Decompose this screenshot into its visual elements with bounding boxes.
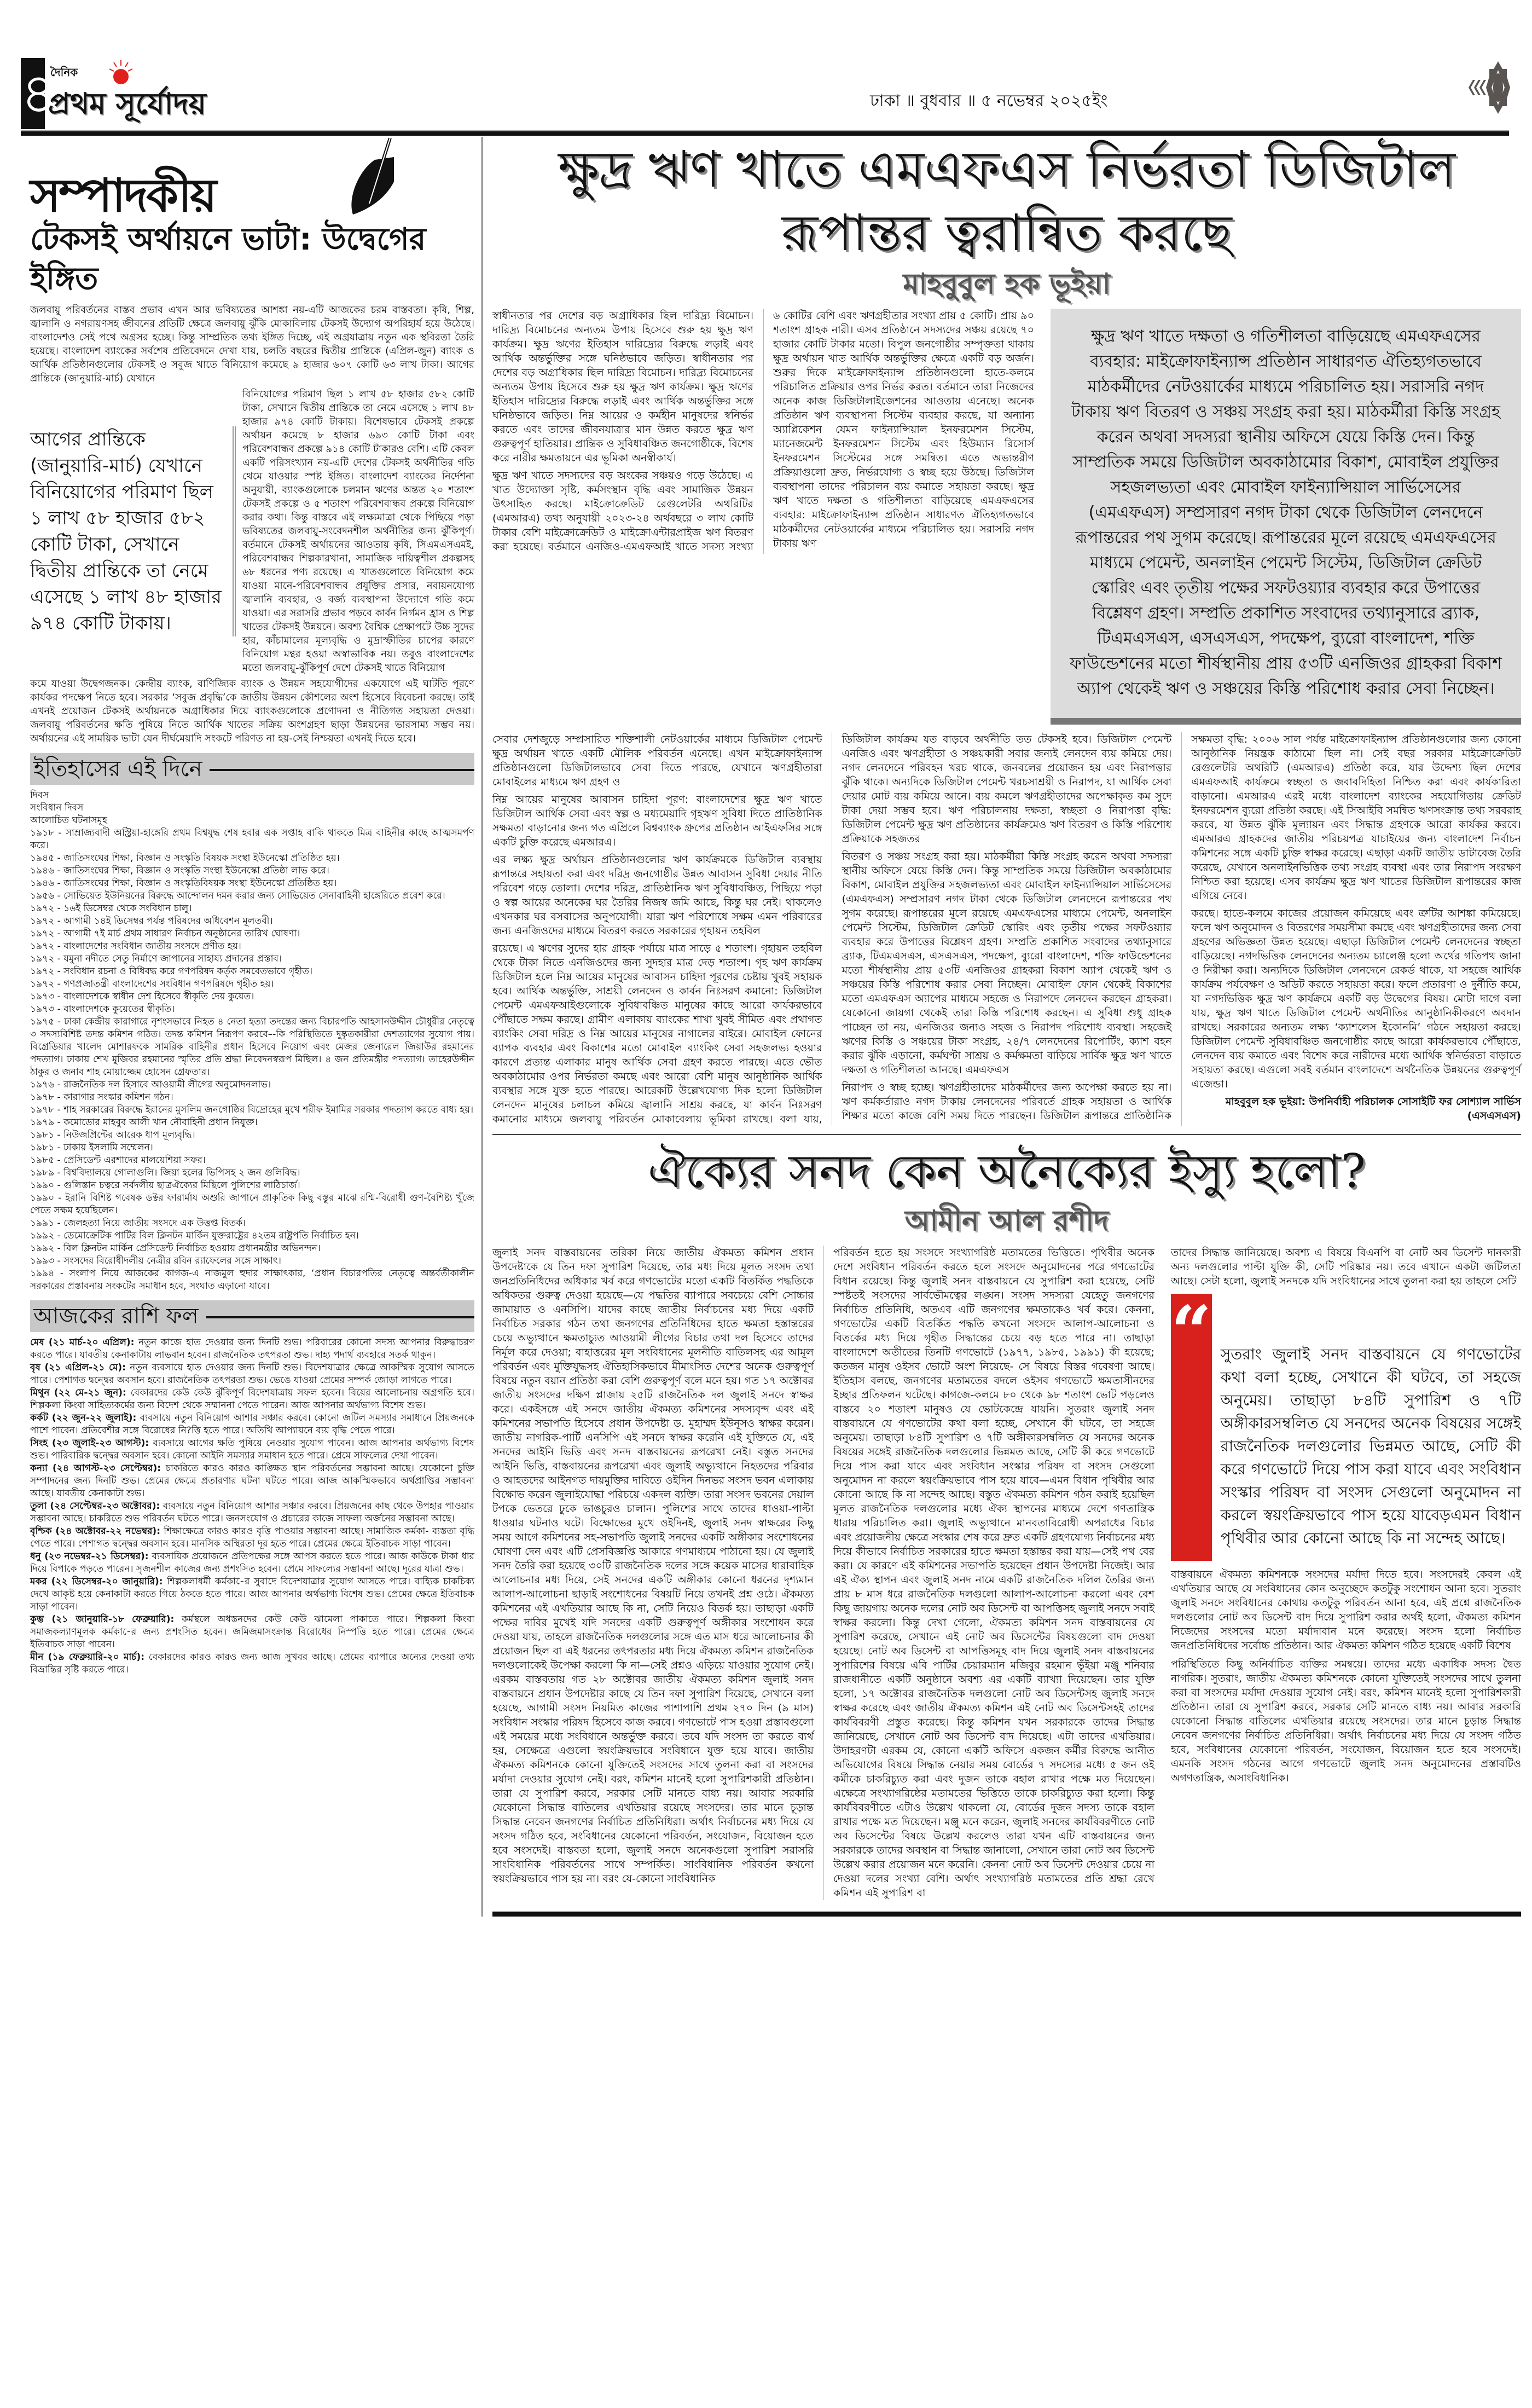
horoscope-item [30, 1651, 474, 1676]
newspaper-logo[interactable] [48, 59, 206, 125]
article-paragraph: বিতরণ ও সঞ্চয় সংগ্রহ করা হয়। মাঠকর্মীরা কিস্তি সংগ্রহ করেন অথবা সদস্যরা স্থানীয় অফিসে যেয়ে কিস্তি দেন। কিন্তু সাম্প্রতিক সময়ে ডিজিটাল অবকাঠামোর বিকাশ, মোবাইল প্রযুক্তির সহজলভ্যতা এবং মোবাইল ফাইন্যান্সিয়াল সার্ভিসেসের (এমএফএস) সম্প্রসারণ নগদ টাকা থেকে ডিজিটাল লেনদেনে রূপান্তরের পথ সুগম করেছে। রূপান্তরের মূলে রয়েছে এমএফএসের মাধ্যমে পেমেন্ট, অনলাইন পেমেন্ট সিস্টেম, ডিজিটাল ক্রেডিট স্কোরিং এবং তৃতীয় পক্ষের সফটওয়্যার ব্যবহার করে উপাত্তের বিশ্লেষণ গ্রহণ। সম্প্রতি প্রকাশিত সংবাদের তথ্যানুসারে ব্র্যাক, টিএমএসএস, এসএসএস, পদক্ষেপ, ব্যুরো বাংলাদেশ, শক্তি ফাউন্ডেশনের মতো শীর্ষস্থানীয় প্রায় ৫৩টি এনজিওর গ্রাহকরা বিকাশ অ্যাপ থেকেই ঋণ ও সঞ্চয়ের কিস্তি পরিশোধ করার সেবা নিচ্ছেন। মোবাইল ফোন থেকেই বিকাশের মতো এমএফএস অ্যাপের মাধ্যমে সহজে ও নিরাপদে লেনদেন করছেন গ্রাহকরা। যেকোনো জায়গা থেকেই তারা কিস্তি পরিশোধ করছেন। এ সুবিধা শুধু গ্রাহক পাচ্ছেন তা নয়, এনজিওর জন্যও সহজ ও নিরাপদ পরিশোধ ব্যবস্থা। সহজেই ঋণের কিস্তি ও সঞ্চয়ের টাকা সংগ্রহ, ২৪/৭ লেনদেনের রিপোর্টিং, ক্যাশ বহন করার ঝুঁকি এড়ানো, কর্মঘণ্টা সাশ্রয় ও কর্মক্ষমতা বাড়িয়ে সার্বিক ক্ষুদ্র ঋণ খাতে দক্ষতা ও গতিশীলতা আনছে। এমএফএস [842, 850, 1172, 1076]
article-paragraph: এর লক্ষ্য ক্ষুদ্র অর্থায়ন প্রতিষ্ঠানগুলোর ঋণ কার্যক্রমকে ডিজিটাল ব্যবস্থায় রূপান্তরে সহায়তা করা এবং দরিদ্র জনগোষ্ঠীর উন্নত আবাসন সুবিধা দেয়ার নীতি পরিবেশ গড়ে তোলা। দেশের দরিদ্র, প্রাতিষ্ঠানিক ঋণ সুবিধাবঞ্চিত, পিছিয়ে পড়া ও স্বল্প আয়ের অনেকের ঘর তৈরির নিজস্ব জমি আছে, কিন্তু ঘর নেই। থাকলেও এখনকার ঘর বসবাসের অনুপযোগী। যারা ঋণ পরিশোধে সক্ষম এমন পরিবারের জন্য এনজিওদের মাধ্যমে বিতরণ করতে সরকারের গৃহায়ন তহবিল [492, 854, 822, 937]
quote-mark-icon: “ [1171, 1294, 1212, 1561]
history-intro-line: দিবস [30, 790, 49, 801]
history-item: ১৯৮১ - নিউজপ্রিন্টের আরেক ধাপ মূল্যবৃদ্ধি। [30, 1130, 195, 1141]
article-paragraph: পরিস্থিতিতে কিছু অনির্বাচিত ব্যক্তির সমন্বয়ে। তাদের মধ্যে একাধিক সদস্য দ্বৈত নাগরিক। সুতরাং, জাতীয় ঐকমত্য কমিশনকে কোনো যুক্তিতেই সংসদের সাথে তুলনা করা বা সংসদের মর্যাদা দেওয়ার সুযোগ নেই। বরং, কমিশন মানেই হলো সুপারিশকারী প্রতিষ্ঠান। তারা যে সুপারিশ করবে, সরকার সেটি মানতে বাধ্য নয়। আবার সরকারি যেকোনো সিদ্ধান্ত বাতিলের এখতিয়ার রয়েছে সংসদের। তার মানে চূড়ান্ত সিদ্ধান্ত নেবেন জনগণের নির্বাচিত প্রতিনিধিরা। অর্থাৎ নির্বাচনের মধ্য দিয়ে যে সংসদ গঠিত হবে, সংবিধানের যেকোনো পরিবর্তন, সংযোজন, বিয়োজন হতে হবে সংসদেই। এমনকি সংসদ গঠনের আগে গণভোটে জুলাই সনদ অনুমোদনের প্রস্তাবটিও অগণতান্ত্রিক, অসাংবিধানিক। [1171, 1658, 1521, 1784]
editorial-pull-quote: আগের প্রান্তিকে (জানুয়ারি-মার্চ) যেখানে বিনিয়োগের পরিমাণ ছিল ১ লাখ ৫৮ হাজার ৫৮২ কোটি টাকা, সেখানে দ্বিতীয় প্রান্তিকে তা নেমে এসেছে ১ লাখ ৪৮ হাজার ৯৭৪ কোটি টাকায়। [30, 426, 236, 636]
horoscope-item [30, 1550, 474, 1576]
horoscope-text: ব্যবসায়িক প্রয়োজনে প্রতিপক্ষের সঙ্গে আপস করতে হতে পারে। আজ কাউকে টাকা ধার দিয়ে বিপাকে পড়তে পারেন। সৃজনশীল কাজের জন্য প্রশংসিত হবেন। প্রেমে সাফল্যের সম্ভাবনা আছে। দূরের যাত্রা শুভ। [30, 1551, 474, 1575]
zodiac-sign: সিংহ (২৩ জুলাই-২৩ আগস্ট): [30, 1438, 149, 1449]
history-item: ১৯৭২ - বাংলাদেশের সংবিধান জাতীয় সংসদে প্রণীত হয়। [30, 941, 241, 952]
history-item: ১৯৭৮ - কারাগার সংস্কার কমিশন গঠন। [30, 1092, 173, 1103]
history-item: ১৯৪৬ - জাতিসংঘের শিক্ষা, বিজ্ঞান ও সংস্কৃতি সংস্থা ইউনেস্কো প্রতিষ্ঠা লাভ করে। [30, 865, 329, 876]
history-intro-line: আলোচিত ঘটনাসমূহ [30, 815, 107, 826]
history-item: ১৯৮৯ - বিশ্ববিদ্যালয়ে গোলাগুলি। জিয়া হলের ভিপিসহ ২ জন গুলিবিদ্ধ। [30, 1167, 300, 1178]
horoscope-item [30, 1362, 474, 1387]
article2-byline: আমীন আল রশীদ [904, 1205, 1109, 1237]
history-item: ১৯৯২ - বিল ক্লিনটন মার্কিন প্রেসিডেন্ট নির্বাচিত হওয়ায় প্রধানমন্ত্রীর অভিনন্দন। [30, 1243, 321, 1254]
zodiac-sign: কর্কট (২২ জুন-২২ জুলাই): [30, 1413, 137, 1423]
horoscope-text: চাকরিতে কারও কারও কাঙ্ক্ষিত স্থান পরিবর্তনের সম্ভাবনা আছে। যেকোনো চুক্তি সম্পাদনের জন্য দিনটি শুভ। প্রেমের ক্ষেত্রে প্রতারণার ঘটনা ঘটতে পারে। আজ আকস্মিকভাবে অর্থপ্রাপ্তির সম্ভাবনা আছে। যাবতীয় কেনাকাটা শুভ। [30, 1463, 474, 1499]
logo-daily: দৈনিক [50, 66, 78, 79]
section-divider [492, 1134, 1521, 1135]
history-item: ১৯৮৫ - প্রেসিডেন্ট এরশাদের মালয়েশিয়া সফর। [30, 1155, 206, 1166]
history-item: ১৯৭৩ - বাংলাদেশকে কুয়েতের স্বীকৃতি। [30, 1004, 175, 1015]
history-item: ১৯৭২ - আগামী ১৪ই ডিসেম্বর পর্যন্ত পরিষদের অধিবেশন মূলতবী। [30, 916, 273, 927]
left-column [30, 138, 474, 1676]
column-divider [481, 137, 483, 1917]
article-paragraph: বাস্তবায়নে ঐকমত্য কমিশনকে সংসদের মর্যাদা দিতে হবে। সংসদেরই কেবল এই এখতিয়ার আছে যে সংবিধানের কোন অনুচ্ছেদে কতটুকু সংশোধন আনা হবে। সুতরাং জুলাই সনদে সংবিধানের কোথায় কতটুকু পরিবর্তন আনা হবে, এই প্রশ্নে রাজনৈতিক দলগুলোর নোট অব ডিসেন্ট বাদ দিয়ে সুপারিশ করার অর্থই হলো, ঐকমত্য কমিশন নিজেদের সংসদের মতো মর্যাদাবান মনে করেছে। সংসদ হলো নির্বাচিত জনপ্রতিনিধিদের সর্বোচ্চ প্রতিষ্ঠান। আর ঐকমত্য কমিশন গঠিত হয়েছে একটি বিশেষ [1171, 1568, 1521, 1652]
article-paragraph: জুলাই সনদ বাস্তবায়নের তরিকা নিয়ে জাতীয় ঐকমত্য কমিশন প্রধান উপদেষ্টাকে যে তিন দফা সুপারিশ দিয়েছে, তার মধ্য দিয়ে মূলত সংসদ তথা জনপ্রতিনিধিদের অধিকার খর্ব করে গণভোটের মতো একটি বিতর্কিত পদ্ধতিকে অধিকতর গুরুত্ব দেওয়া হয়েছে—যে পদ্ধতির ব্যাপারে সবচেয়ে বেশি সোচ্চার জামায়াত ও এনসিপি। যাদের কাছে জাতীয় নির্বাচনের মধ্য দিয়ে একটি নির্বাচিত সরকার গঠন তথা জনগণের প্রতিনিধিদের হাতে ক্ষমতা হস্তান্তরের চেয়ে অভ্যুত্থানে ক্ষমতাচ্যুত আওয়ামী লীগের বিচার তথা দল হিসেবে তাদের নির্মূল করে দেওয়া; বাহাত্তরের মূল সংবিধানের মূলনীতি বাতিলসহ এর আমূল পরিবর্তন এবং মুক্তিযুদ্ধসহ ঐতিহাসিকভাবে মীমাংসিত দেশের অনেক গুরুত্বপূর্ণ বিষয়ে নতুন বয়ান প্রতিষ্ঠা করা বেশি গুরুত্বপূর্ণ বলে মনে হয়। গত ১৭ অক্টোবর জাতীয় সংসদের দক্ষিণ প্লাজায় ২৫টি রাজনৈতিক দল জুলাই সনদে স্বাক্ষর করে। একইসঙ্গে এই সনদে জাতীয় ঐকমত্য কমিশনের সদস্যবৃন্দ এবং এই কমিশনের সভাপতি হিসেবে প্রধান উপদেষ্টা ড. মুহাম্মদ ইউনূসও স্বাক্ষর করেন। জাতীয় নাগরিক-পার্টি এনসিপি এই সনদে স্বাক্ষর করেনি এই যুক্তিতে যে, এই সনদের আইনি ভিত্তি এবং সনদ বাস্তবায়নের রূপরেখা নেই। বস্তুত সনদের আইনি ভিত্তি, বাস্তবায়নের রূপরেখা এবং জুলাই অভ্যুত্থানে নিহতদের পরিবার ও আহতদের আইনগত দায়মুক্তির দাবিতে ওইদিন দিনভর সংসদ ভবন এলাকায় বিক্ষোভ করেন জুলাইযোদ্ধা পরিচয়ে একদল ব্যক্তি। তারা সংসদ ভবনের দেয়াল টপকে ভেতরে ঢুকে ভাঙচুরও চালান। পুলিশের সাথে তাদের ধাওয়া-পাল্টা ধাওয়ার ঘটনাও ঘটে। বিক্ষোভের মুখে ওইদিনই, জুলাই সনদ স্বাক্ষরের কিছু সময় আগে কমিশনের সহ-সভাপতি জুলাই সনদের একটি অঙ্গীকার সংশোধনের ঘোষণা দেন এবং এটি প্রেসবিজ্ঞপ্তি আকারে গণমাধ্যমে পাঠানো হয়। যে জুলাই সনদ তৈরি করা হয়েছে ৩০টি রাজনৈতিক দলের সঙ্গে কয়েক মাসের ধারাবাহিক আলোচনার মধ্য দিয়ে, সেই সনদের একটি অঙ্গীকার কোনো ধরনের দৃশ্যমান আলাপ-আলোচনা ছাড়াই সংশোধনের বিষয়টি নিয়ে তখনই প্রশ্ন ওঠে। ঐকমত্য কমিশনের এই এখতিয়ার আছে কি না, সেটি নিয়েও বিতর্ক হয়। তাছাড়া একটি পক্ষের দাবির মুখেই যদি সনদের একটি গুরুত্বপূর্ণ অঙ্গীকার সংশোধন করে দেওয়া যায়, তাহলে রাজনৈতিক দলগুলোর সঙ্গে এত মাস ধরে আলোচনার কী প্রয়োজন ছিল বা এই ধরনের তৎপরতার মধ্য দিয়ে ঐকমত্য কমিশন রাজনৈতিক দলগুলোকেই উপেক্ষা করলো কি না—সেই প্রশ্নও এড়িয়ে যাওয়ার সুযোগ নেই। এরকম বাস্তবতায় গত ২৮ অক্টোবর জাতীয় ঐকমত্য কমিশন জুলাই সনদ বাস্তবায়নে প্রধান উপদেষ্টার কাছে যে তিন দফা সুপারিশ দিয়েছে, সেখানে বলা হয়েছে, আগামী সংসদ নিয়মিত কাজের পাশাপাশি প্রথম ২৭০ দিন (৯ মাস) সংবিধান সংস্কার পরিষদ হিসেবে কাজ করবে। গণভোটে পাস হওয়া প্রস্তাবগুলো এই সময়ের মধ্যে সংবিধানে অন্তর্ভুক্ত করবে। তবে যদি সংসদ তা করতে ব্যর্থ হয়, সেক্ষেত্রে এগুলো স্বয়ংক্রিয়ভাবে সংবিধানে যুক্ত হয়ে যাবে। জাতীয় ঐকমত্য কমিশনকে কোনো যুক্তিতেই সংসদের সাথে তুলনা করা বা সংসদের মর্যাদা দেওয়ার সুযোগ নেই। বরং, কমিশন মানেই হলো সুপারিশকারী প্রতিষ্ঠান। তারা যে সুপারিশ করবে, সরকার সেটি মানতে বাধ্য নয়। আবার সরকারি যেকোনো সিদ্ধান্ত বাতিলের এখতিয়ার রয়েছে সংসদের। তার মানে চূড়ান্ত সিদ্ধান্ত নেবেন জনগণের নির্বাচিত প্রতিনিধিরা। অর্থাৎ নির্বাচনের মধ্য দিয়ে যে সংসদ গঠিত হবে, সংবিধানের যেকোনো পরিবর্তন, সংযোজন, বিয়োজন হতে হবে সংসদেই। বাস্তবতা হলো, জুলাই সনদে অনেকগুলো সুপারিশ সরাসরি সাংবিধানিক পরিবর্তনের সাথে সম্পর্কিত। সাংবিধানিক পরিবর্তন কখনো স্বয়ংক্রিয়ভাবে পাস হয় না। বরং যে-কোনো সাংবিধানিক [492, 1247, 814, 1885]
editorial-side-text: বিনিয়োগের পরিমাণ ছিল ১ লাখ ৫৮ হাজার ৫৮২ কোটি টাকা, সেখানে দ্বিতীয় প্রান্তিকে তা নেমে এসেছে ১ লাখ ৪৮ হাজার ৯৭৪ কোটি টাকায়। বিশেষভাবে টেকসই প্রকল্পে অর্থায়ন কমেছে ৮ হাজার ৬৯৩ কোটি টাকা এবং পরিবেশবান্ধব প্রকল্পে ৯১৪ কোটি টাকারও বেশি। এটি কেবল একটি পরিসংখ্যান নয়-এটি দেশের টেকসই অর্থনীতির গতি থেমে যাওয়ার স্পষ্ট ইঙ্গিত। বাংলাদেশ ব্যাংকের নির্দেশনা অনুযায়ী, ব্যাংকগুলোকে চলমান ঋণের অন্তত ২০ শতাংশ টেকসই প্রকল্পে ও ৫ শতাংশ পরিবেশবান্ধব প্রকল্পে বিনিয়োগ করার কথা। কিন্তু বাস্তবে এই লক্ষ্যমাত্রা থেকে পিছিয়ে পড়া ভবিষ্যতের জলবায়ু-সংবেদনশীল অর্থনীতির জন্য ঝুঁকিপূর্ণ। বর্তমানে টেকসই অর্থায়নের আওতায় কৃষি, সিএমএসএমই, পরিবেশবান্ধব শিল্পকারখানা, সামাজিক দায়িত্বশীল প্রকল্পসহ ৬৮ ধরনের পণ্য রয়েছে। এ খাতগুলোতে বিনিয়োগ কমে যাওয়া মানে-পরিবেশবান্ধব প্রযুক্তির প্রসার, নবায়নযোগ্য জ্বালানি ব্যবহার, ও বর্জ্য ব্যবস্থাপনা উদ্যোগে গতি কমে যাওয়া। এর সরাসরি প্রভাব পড়বে কার্বন নির্গমন হ্রাস ও শিল্প খাতের টেকসই উন্নয়নে। অবশ্য বৈশ্বিক প্রেক্ষাপটে উচ্চ সুদের হার, কাঁচামালের মূল্যবৃদ্ধি ও মুদ্রাস্ফীতির চাপের কারণে বিনিয়োগ মন্থর হওয়া অস্বাভাবিক নয়। তবুও বাংলাদেশের মতো জলবায়ু-ঝুঁকিপূর্ণ দেশে টেকসই খাতে বিনিয়োগ [242, 389, 474, 674]
writing-hand-icon [336, 138, 397, 220]
highlight-text: ক্ষুদ্র ঋণ খাতে দক্ষতা ও গতিশীলতা বাড়িয়েছে এমএফএসের ব্যবহার: মাইক্রোফাইন্যান্স প্রতিষ্ঠান সাধারণত ঐতিহ্যগতভাবে মাঠকর্মীদের নেটওয়ার্কের মাধ্যমে পরিচালিত হয়। সরাসরি নগদ টাকায় ঋণ বিতরণ ও সঞ্চয় সংগ্রহ করা হয়। মাঠকর্মীরা কিস্তি সংগ্রহ করেন অথবা সদস্যরা স্থানীয় অফিসে যেয়ে কিস্তি দেন। কিন্তু সাম্প্রতিক সময়ে ডিজিটাল অবকাঠামোর বিকাশ, মোবাইল প্রযুক্তির সহজলভ্যতা এবং মোবাইল ফাইন্যান্সিয়াল সার্ভিসেসের (এমএফএস) সম্প্রসারণ নগদ টাকা থেকে ডিজিটাল লেনদেনে রূপান্তরের পথ সুগম করেছে। রূপান্তরের মূলে রয়েছে এমএফএসের মাধ্যমে পেমেন্ট, অনলাইন পেমেন্ট সিস্টেম, ডিজিটাল ক্রেডিট স্কোরিং এবং তৃতীয় পক্ষের সফটওয়্যার ব্যবহার করে উপাত্তের বিশ্লেষণ গ্রহণ। সম্প্রতি প্রকাশিত সংবাদের তথ্যানুসারে ব্র্যাক, টিএমএসএস, এসএসএস, পদক্ষেপ, ব্যুরো বাংলাদেশ, শক্তি ফাউন্ডেশনের মতো শীর্ষস্থানীয় প্রায় ৫৩টি এনজিওর গ্রাহকরা বিকাশ অ্যাপ থেকেই ঋণ ও সঞ্চয়ের কিস্তি পরিশোধ করার সেবা নিচ্ছেন। [1070, 327, 1502, 698]
article-paragraph: নিরাপদ ও স্বচ্ছ হচ্ছে। ঋণগ্রহীতাদের মাঠকর্মীদের জন্য অপেক্ষা করতে হয় না। ঋণ কর্মকর্তারাও নগদ টাকায় লেনদেনের পরিবর্তে গ্রাহক সহায়তা ও আর্থিক শিক্ষার মতো কাজে বেশি সময় দিতে পারছেন। ডিজিটাল রূপান্তরে প্রাতিষ্ঠানিক সক্ষমতা বৃদ্ধি: ২০০৬ সাল পর্যন্ত মাইক্রোফাইন্যান্স প্রতিষ্ঠানগুলোর জন্য কোনো আনুষ্ঠানিক নিয়ন্ত্রক কাঠামো ছিল না। সেই বছর সরকার মাইক্রোক্রেডিট রেগুলেটরি অথরিটি (এমআরএ) প্রতিষ্ঠা করে, যার উদ্দেশ্য ছিল দেশের এমএফআই কার্যক্রমে স্বচ্ছতা ও জবাবদিহিতা নিশ্চিত করা এবং কার্যকারিতা বাড়ানো। এমআরএ এরই মধ্যে বাংলাদেশ ব্যাংকের সহযোগিতায় ক্রেডিট ইনফরমেশন ব্যুরো প্রতিষ্ঠা করছে। এই সিআইবি সমন্বিত ঋণসংক্রান্ত তথ্য সরবরাহ করবে, যা উন্নত ঝুঁকি মূল্যায়ন এবং সিদ্ধান্ত গ্রহণকে আরো কার্যকর করবে। এমআরএ গ্রাহকদের জাতীয় পরিচয়পত্র যাচাইয়ের জন্য বাংলাদেশ নির্বাচন কমিশনের সঙ্গে একটি চুক্তি স্বাক্ষর করেছে। এছাড়া একটি জাতীয় ডাটাবেজ তৈরি করেছে, যেখানে অনলাইনভিত্তিক তথ্য সংগ্রহ ব্যবস্থা এবং তার নিরাপদ সংরক্ষণ নিশ্চিত করা হয়েছে। এসব কার্যক্রম ক্ষুদ্র ঋণ খাতের ডিজিটাল রূপান্তরের কাজ এগিয়ে নেবে। [842, 733, 1521, 1122]
horoscope-item [30, 1437, 474, 1462]
horoscope-text: বেকারদের কেউ কেউ ঝুঁকিপূর্ণ বিদেশযাত্রায় সফল হবেন। বিয়ের আলোচনায় অগ্রগতি হবে। শিল্পকলা কিংবা সাহিত্যকর্মের জন্য বিদেশ থেকে সম্মাননা পেতে পারেন। আজ আপনার অর্থভাগ্য বিশেষ শুভ। [30, 1387, 474, 1411]
zodiac-sign: মেষ (২১ মার্চ-২০ এপ্রিল): [30, 1337, 135, 1348]
history-item: ১৯৯০ - ইরানি বিশিষ্ট গবেষক ডক্টর ফারার্মায অশুরি জাপানে প্রাকৃতিক কিছু বস্তুর মাঝে রশ্মি-বিরোধী গুণ-বৈশিষ্ট্য খুঁজে পেতে সক্ষম হয়েছিলেন। [30, 1193, 474, 1216]
horoscope-item [30, 1525, 474, 1550]
article1-author-signature: মাহবুবুল হক ভূইয়া: উপনির্বাহী পরিচালক সোসাইটি ফর সোশ্যাল সার্ভিস (এসএসএস) [1225, 1096, 1521, 1122]
horoscope-item [30, 1336, 474, 1362]
zodiac-sign: বৃষ (২১ এপ্রিল-২১ মে): [30, 1362, 126, 1373]
editorial-label: সম্পাদকীয় [30, 168, 216, 222]
horoscope-text: ব্যবসায়ে নতুন বিনিয়োগ আশার সঞ্চার করবে। প্রিয়জনের কাছ থেকে উপহার পাওয়ার সম্ভাবনা আছে। চাকরিতে শুভ পরিবর্তন ঘটতে পারে। জনসংযোগ ও প্রচারের কাজে সাফল্য অর্জনের সম্ভাবনা আছে। [30, 1501, 474, 1524]
horoscope-item [30, 1576, 474, 1613]
article-paragraph: রয়েছে। এ ঋণের সুদের হার গ্রাহক পর্যায়ে মাত্র সাড়ে ৫ শতাংশ। গৃহায়ন তহবিল থেকে টাকা নিতে এনজিওদের জন্য সুদহার মাত্র দেড় শতাংশ। গৃহ ঋণ কার্যক্রম ডিজিটাল হলে নিম্ন আয়ের মানুষের আবাসন চাহিদা পূরণের চেষ্টায় খুবই সহায়ক হবে। আর্থিক অন্তর্ভুক্তি, সাশ্রয়ী লেনদেন ও কার্বন নিঃসরণ কমানো: ডিজিটাল পেমেন্ট এমএফআইগুলোকে সুবিধাবঞ্চিত মানুষের কাছে আরো কার্যকরভাবে পৌঁছাতে সক্ষম করছে। গ্রামীণ এলাকায় ব্যাংকের শাখা খুবই সীমিত এবং প্রথাগত ব্যাংকিং সেবা দরিদ্র ও নিম্ন আয়ের মানুষের নাগালের বাইরে। মোবাইল ফোনের ব্যাপক ব্যবহার এবং বিকাশের মতো মোবাইল ব্যাংকিং সেবা সহজলভ্য হওয়ার কারণে প্রত্যন্ত এলাকার মানুষ আর্থিক সেবা গ্রহণ করতে পারছে। এতে ভৌত অবকাঠামোর ওপর নির্ভরতা কমছে এবং আরো বেশি মানুষ আনুষ্ঠানিক আর্থিক ব্যবস্থার সঙ্গে যুক্ত হতে পারছে। আরেকটি উল্লেখযোগ্য দিক হলো ডিজিটাল লেনদেন মানুষের চলাচল কমিয়ে জ্বালানি সাশ্রয় করছে, যা কার্বন নিঃসরণ কমানোর মাধ্যমে জলবায়ু পরিবর্তন মোকাবেলায় ভূমিকা রাখছে। বলা যায়, ডিজিটাল কার্যক্রম যত বাড়বে অর্থনীতি তত টেকসই হবে। ডিজিটাল পেমেন্ট এনজিও এবং ঋণগ্রহীতা ও সঞ্চয়কারী সবার জন্যই লেনদেন ব্যয় কমিয়ে দেয়। নগদ লেনদেনে পরিবহন খরচ থাকে, জনবলের প্রয়োজন হয় এবং নিরাপত্তার ঝুঁকি থাকে। অন্যদিকে ডিজিটাল পেমেন্ট খরচসাশ্রয়ী ও নিরাপদ, যা আর্থিক সেবা দেয়ার মোট ব্যয় কমিয়ে আনে। ব্যয় কমলে ঋণগ্রহীতাদের অপেক্ষাকৃত কম সুদে টাকা দেয়া সম্ভব হবে। ঋণ পরিচালনায় দক্ষতা, স্বচ্ছতা ও নিরাপত্তা বৃদ্ধি: ডিজিটাল পেমেন্ট ক্ষুদ্র ঋণ প্রতিষ্ঠানের কার্যক্রমেও ঋণ বিতরণ ও কিস্তি পরিশোধ প্রক্রিয়াকে সহজতর [492, 733, 1172, 1125]
history-intro-line: সংবিধান দিবস [30, 802, 84, 813]
article1-highlight-box [1051, 309, 1521, 725]
logo-name: প্রথম সূর্যোদয় [48, 86, 206, 121]
history-item: ১৯৯১ - জেলহত্যা নিয়ে জাতীয় সংসদে এক উত্তপ্ত বিতর্ক। [30, 1218, 246, 1229]
history-item: ১৯৯৪ - সংলাপ নিয়ে আজকের কাগজ-এ নাজমুল হুদার সাক্ষাৎকার, ‘প্রধান বিচারপতির নেতৃত্বে অন্তর্বর্তীকালীন সরকারের প্রস্তাবনায় সংকটের সমাধান হবে, সংঘাত এড়ানো যাবে। [30, 1268, 474, 1292]
horoscope-text: নতুন কাজে হাত দেওয়ার জন্য দিনটি শুভ। পরিবারের কোনো সদস্য আপনার বিরুদ্ধাচরণ করতে পারে। যাবতীয় কেনাকাটায় লাভবান হবেন। রাজনৈতিক তৎপরতা শুভ। দাহ্য পদার্থ ব্যবহারে সতর্ক থাকুন। [30, 1337, 474, 1361]
zodiac-sign: ধনু (২৩ নভেম্বর-২১ ডিসেম্বর): [30, 1551, 149, 1562]
history-item: ১৯৭২ - যমুনা নদীতে সেতু নির্মাণে জাপানের সাহায্য প্রদানের প্রস্তাব। [30, 953, 282, 964]
horoscope-heading-text: আজকের রাশি ফল [33, 1304, 199, 1329]
horoscope-item [30, 1613, 474, 1651]
history-item: ১৯৮১ - ঢাকায় ইসলামি সম্মেলন। [30, 1142, 153, 1153]
page-number: ৪ [21, 58, 45, 129]
dateline: ঢাকা ॥ বুধবার ॥ ৫ নভেম্বর ২০২৫ইং [870, 91, 1108, 111]
history-item: ১৯৭৩ - বাংলাদেশকে স্বাধীন দেশ হিসেবে স্বীকৃতি দেয় কুয়েত। [30, 991, 254, 1002]
history-section-heading [30, 753, 474, 785]
horoscope-text: নতুন ব্যবসায়ে হাত দেওয়ার জন্য দিনটি শুভ। বিদেশযাত্রার ক্ষেত্রে আকস্মিক সুযোগ আসতে পারে। পেশাগত দ্বন্দ্বের অবসান হবে। রাজনৈতিক তৎপরতা শুভ। ভেঙে যাওয়া প্রেমের সম্পর্ক জোড়া লাগতে পারে। [30, 1362, 474, 1386]
history-item: ১৯৭৮ - শাহ সরকারের বিরুদ্ধে ইরানের মুসলিম জনগোষ্ঠির বিদ্রোহের মুখে শরীফ ইমামির সরকার পদত্যাগ করতে বাধ্য হয়। [30, 1104, 474, 1115]
masthead-rule [21, 130, 1509, 136]
ornament-icon [1466, 60, 1510, 115]
article2-right-column [1171, 1246, 1521, 1790]
history-item: ১৯৭২ - ১৬ই ডিসেম্বর থেকে সংবিধান চালু। [30, 903, 192, 914]
horoscope-section-heading [30, 1300, 474, 1332]
history-item: ১৯৭২ - আগামী ৭ই মার্চ প্রথম সাধারণ নির্বাচন অনুষ্ঠানের তারিখ ঘোষণা। [30, 928, 300, 939]
heading-rule [210, 769, 474, 771]
article2-pull-quote: সুতরাং জুলাই সনদ বাস্তবায়নে যে গণভোটের কথা বলা হচ্ছে, সেখানে কী ঘটবে, তা সহজে অনুমেয়। তাছাড়া ৮৪টি সুপারিশ ও ৭টি অঙ্গীকারসম্বলিত যে সনদের অনেক বিষয়ের সঙ্গেই রাজনৈতিক দলগুলোর ভিন্নমত আছে, সেটি কী করে গণভোটে দিয়ে পাস করা যাবে এবং সংবিধান সংস্কার পরিষদ বা সংসদ সেগুলো অনুমোদন না করলে স্বয়ংক্রিয়ভাবে পাস হয়ে যাবেড়এমন বিধান পৃথিবীর আর কোনো আছে কি না সন্দেহ আছে। [1220, 1345, 1521, 1547]
horoscope-item [30, 1387, 474, 1412]
horoscope-text: শিক্ষাক্ষেত্রে কারও কারও বৃত্তি পাওয়ার সম্ভাবনা আছে। সামাজিক কর্মকা- ব্যস্ততা বৃদ্ধি পেতে পারে। পেশাগত দ্বন্দ্বের অবসান হবে। মানসিক অস্থিরতা দূর হতে পারে। প্রেমের ক্ষেত্রে ইতিবাচক সাড়া পাবেন। [30, 1526, 474, 1549]
editorial-lead: জলবায়ু পরিবর্তনের বাস্তব প্রভাব এখন আর ভবিষ্যতের আশঙ্কা নয়-এটি আজকের চরম বাস্তবতা। কৃষি, শিল্প, জ্বালানি ও নগরায়ণসহ জীবনের প্রতিটি ক্ষেত্রে জলবায়ু ঝুঁকি মোকাবিলায় টেকসই উদ্যোগ অপরিহার্য হয়ে উঠেছে। বাংলাদেশও সেই পথে অগ্রসর হচ্ছে। কিন্তু সাম্প্রতিক তথ্য ইঙ্গিত দিচ্ছে, এই অগ্রযাত্রায় নতুন এক স্থবিরতা তৈরি হয়েছে। বাংলাদেশ ব্যাংকের সর্বশেষ প্রতিবেদনে দেখা যায়, চলতি বছরের দ্বিতীয় প্রান্তিকে (এপ্রিল-জুন) ব্যাংক ও আর্থিক প্রতিষ্ঠানগুলোর টেকসই ও সবুজ খাতে বিনিয়োগ কমেছে ৯ হাজার ৬০৭ কোটি ৬৩ লাখ টাকা। আগের প্রান্তিকে (জানুয়ারি-মার্চ) যেখানে [30, 304, 474, 384]
bottom-rule [492, 1911, 1521, 1917]
history-item: ১৯৪৬ - জাতিসংঘের শিক্ষা, বিজ্ঞান ও সংস্কৃতিবিষয়ক সংস্থা ইউনেস্কো প্রতিষ্ঠিত হয়। [30, 878, 337, 889]
article-paragraph: তাদের সিদ্ধান্ত জানিয়েছে। অবশ্য এ বিষয়ে বিএনপি বা নোট অব ডিসেন্ট দানকারী অন্য দলগুলোর পাল্টা যুক্তি কী, সেটি পরিষ্কার নয়। তবে এখানে একটা জটিলতা আছে। সেটা হলো, জুলাই সনদকে যদি সংবিধানের সাথে তুলনা করা হয় তাহলে সেটি [1171, 1247, 1521, 1287]
article-paragraph: সেবার দেশজুড়ে সম্প্রসারিত শক্তিশালী নেটওয়ার্কের মাধ্যমে ডিজিটাল পেমেন্ট ক্ষুদ্র অর্থায়ন খাতে একটি মৌলিক পরিবর্তন এনেছে। এখন মাইক্রোফাইন্যান্স প্রতিষ্ঠানগুলো ডিজিটালভাবে সেবা দিতে পারছে, যেখানে ঋণগ্রহীতারা মোবাইলের মাধ্যমে ঋণ গ্রহণ ও [492, 733, 822, 788]
zodiac-sign: বৃশ্চিক (২৪ অক্টোবর-২২ নভেম্বর): [30, 1526, 161, 1537]
history-item: ১৯৯২ - ডেমোক্রেটিক পার্টির বিল ক্লিনটন মার্কিন যুক্তরাষ্ট্রের ৪২তম রাষ্ট্রপতি নির্বাচিত হন। [30, 1230, 359, 1241]
horoscope-text: ব্যবসায়ে আগের ক্ষতি পুষিয়ে নেওয়ার সুযোগ পাবেন। আজ আপনার অর্থভাগ্য বিশেষ শুভ। পারিবারিক দ্বন্দ্বের অবসান হবে। কোনো আইনি সমস্যার সমাধান হতে পারে। প্রেমে সাফল্যের দেখা পাবেন। [30, 1438, 474, 1461]
history-item: ১৯৪৫ - জাতিসংঘের শিক্ষা, বিজ্ঞান ও সংস্কৃতি বিষয়ক সংস্থা ইউনেস্কো প্রতিষ্ঠিত হয়। [30, 853, 340, 864]
horoscope-item [30, 1412, 474, 1437]
horoscope-item [30, 1500, 474, 1525]
history-item: ১৯১৮ - সাম্রাজ্যবাদী অস্ট্রিয়া-হাঙ্গেরি প্রথম বিশ্বযুদ্ধ শেষ হবার এক সপ্তাহ বাকি থাকতে মিত্র বাহিনীর কাছে আত্মসমর্পণ করে। [30, 827, 474, 851]
history-item: ১৯৭২ - সংবিধান রচনা ও বিধিবদ্ধ করে গণপরিষদ কর্তৃক সমবেতভাবে গৃহীত। [30, 966, 313, 977]
article1-upper-columns [492, 309, 1034, 554]
horoscope-item [30, 1462, 474, 1500]
zodiac-sign: কন্যা (২৪ আগস্ট-২৩ সেপ্টেম্বর): [30, 1463, 161, 1474]
article1-byline: মাহবুবুল হক ভূইয়া [903, 268, 1111, 300]
zodiac-sign: মিথুন (২২ মে-২১ জুন): [30, 1387, 126, 1398]
horoscope-text: শিল্পকলাধর্মী কর্মকা-ের সুবাদে বিদেশযাত্রার সুযোগ আসতে পারে। বাহ্যিক চাকচিক্য দেখে আকৃষ্ট হয়ে কেনাকাটা করতে গিয়ে ঠকতে হতে পারে। আজ আপনার অর্থভাগ্য বিশেষ শুভ। প্রেমের ক্ষেত্রে ইতিবাচক সাড়া পাবেন। [30, 1576, 474, 1612]
history-heading-text: ইতিহাসের এই দিনে [33, 756, 202, 782]
history-item: ১৯৭২ - গণপ্রজাতন্ত্রী বাংলাদেশের সংবিধান গণপরিষদে গৃহীত হয়। [30, 979, 274, 989]
horoscope-text: বেকারদের কারও কারও জন্য আজ সুখবর আছে। প্রেমের ব্যাপারে অন্যের দেওয়া তথ্য বিভ্রান্তির সৃষ্টি করতে পারে। [30, 1652, 474, 1675]
horoscope-list [30, 1336, 474, 1676]
article2-headline[interactable]: ঐক্যের সনদ কেন অনৈক্যের ইস্যু হলো? [648, 1144, 1366, 1198]
article2-quote-block [1171, 1290, 1521, 1561]
zodiac-sign: মকর (২২ ডিসেম্বর-২০ জানুয়ারি): [30, 1576, 163, 1587]
history-items [30, 827, 474, 1293]
editorial-title: টেকসই অর্থায়নে ভাটা: উদ্বেগের ইঙ্গিত [30, 222, 426, 297]
zodiac-sign: মীন (১৯ ফেব্রুয়ারি-২০ মার্চ): [30, 1652, 145, 1663]
history-item: ১৯৯৩ - সংসদের বিরোধীদলীয় নেত্রীর রবিন র‍্যাফেলের সঙ্গে সাক্ষাৎ। [30, 1255, 281, 1266]
article-paragraph: স্বাধীনতার পর দেশের বড় অগ্রাধিকার ছিল দারিদ্র্য বিমোচন। দারিদ্র্য বিমোচনের অন্যতম উপায় হিসেবে শুরু হয় ক্ষুদ্র ঋণ কার্যক্রম। ক্ষুদ্র ঋণের ইতিহাস দারিদ্র্যের বিরুদ্ধে লড়াই এবং আর্থিক অন্তর্ভুক্তির সঙ্গে ঘনিষ্ঠভাবে জড়িত। স্বাধীনতার পর দেশের বড় অগ্রাধিকার ছিল দারিদ্র্য বিমোচন। দারিদ্র্য বিমোচনের অন্যতম উপায় হিসেবে শুরু হয় ক্ষুদ্র ঋণ কার্যক্রম। ক্ষুদ্র ঋণের ইতিহাস দারিদ্র্যের বিরুদ্ধে লড়াই এবং আর্থিক অন্তর্ভুক্তির সঙ্গে ঘনিষ্ঠভাবে জড়িত। নিম্ন আয়ের ও কর্মহীন মানুষদের স্বনির্ভর করতে এবং তাদের জীবনযাত্রার মান উন্নত করতে ক্ষুদ্র ঋণ গুরুত্বপূর্ণ হাতিয়ার। প্রান্তিক ও সুবিধাবঞ্চিত জনগোষ্ঠীকে, বিশেষ করে নারীর ক্ষমতায়নে এর ভূমিকা অনস্বীকার্য। [492, 310, 753, 464]
history-item: ১৯৯০ - গুলিস্তান চত্বরে সর্বদলীয় ছাত্রঐক্যের মিছিলে পুলিশের লাঠিচার্জ। [30, 1180, 300, 1191]
article-paragraph: নিম্ন আয়ের মানুষের আবাসন চাহিদা পূরণ: বাংলাদেশের ক্ষুদ্র ঋণ খাতে ডিজিটাল আর্থিক সেবা এবং স্বল্প ও মধ্যমেয়াদি গৃহঋণ সুবিধা দিতে প্রাতিষ্ঠানিক সক্ষমতা বাড়ানোর জন্য গত এপ্রিলে বিশ্বব্যাংক গ্রুপের প্রতিষ্ঠান আইএফসির সঙ্গে একটি চুক্তি করেছে এমআরএ। [492, 794, 822, 848]
article2-columns [492, 1246, 1154, 1900]
article-paragraph: পরিবর্তন হতে হয় সংসদে সংখ্যাগরিষ্ঠ মতামতের ভিত্তিতে। পৃথিবীর অনেক দেশে সংবিধান পরিবর্তন করতে হলে সংসদে অনুমোদনের পরে গণভোটের বিধান রয়েছে। কিন্তু জুলাই সনদ বাস্তবায়নে যে সুপারিশ করা হয়েছে, সেটি স্পষ্টতই সংসদের সার্বভৌমত্বের লঙ্ঘন। সংসদ সদস্যরা যেহেতু জনগণের নির্বাচিত প্রতিনিধি, অতএব এটি জনগণের ক্ষমতাকেও খর্ব করে। কেননা, গণভোটের একটি বিতর্কিত পদ্ধতি কখনো সংসদে আলাপ-আলোচনা ও বিতর্কের মধ্য দিয়ে গৃহীত সিদ্ধান্তের চেয়ে বড় হতে পারে না। তাছাড়া বাংলাদেশে অতীতের তিনটি গণভোটে (১৯৭৭, ১৯৮৫, ১৯৯১) কী হয়েছে; কতজন মানুষ ওইসব ভোটে অংশ নিয়েছে- সে বিষয়ে বিস্তর গবেষণা আছে। ইতিহাস বলছে, জনগণের মতামতের বদলে ওইসব গণভোটে ক্ষমতাসীনদের ইচ্ছার প্রতিফলন ঘটেছে। কাগজে-কলমে ৮০ থেকে ৯৮ শতাংশ ভোট পড়লেও বাস্তবে ২০ শতাংশ মানুষও যে ভোটকেন্দ্রে যায়নি। সুতরাং জুলাই সনদ বাস্তবায়নে যে গণভোটের কথা বলা হচ্ছে, সেখানে কী ঘটবে, তা সহজে অনুমেয়। তাছাড়া ৮৪টি সুপারিশ ও ৭টি অঙ্গীকারসম্বলিত যে সনদের অনেক বিষয়ের সঙ্গেই রাজনৈতিক দলগুলোর ভিন্নমত আছে, সেটি কী করে গণভোটে দিয়ে পাস করা যাবে এবং সংবিধান সংস্কার পরিষদ বা সংসদ সেগুলো অনুমোদন না করলে স্বয়ংক্রিয়ভাবে পাস হয়ে যাবে—এমন বিধান পৃথিবীর আর কোনো আছে কি না সন্দেহ আছে। বস্তুত ঐকমত্য কমিশন গঠন করাই হয়েছিল মূলত রাজনৈতিক দলগুলোর মধ্যে ঐক্য স্থাপনের মাধ্যমে দেশে গণতান্ত্রিক ধারায় পরিচালিত করা। জুলাই অভ্যুত্থানে মানবতাবিরোধী অপরাধের বিচার এবং প্রয়োজনীয় ক্ষেত্রে সংস্কার শেষ করে দ্রুত একটি গ্রহণযোগ্য নির্বাচনের মধ্য দিয়ে কীভাবে নির্বাচিত সরকারের হাতে ক্ষমতা হস্তান্তর করা যায়—সেই পথ বের করা। যে কারণে এই কমিশনের সভাপতি হয়েছেন প্রধান উপদেষ্টা নিজেই। আর এই ঐক্য স্থাপন এবং জুলাই সনদ নামে একটি রাজনৈতিক দলিল তৈরির জন্য প্রায় ৮ মাস ধরে রাজনৈতিক দলগুলো আলাপ-আলোচনা করলো এবং বেশ কিছু জায়গায় অনেক দলের নোট অব ডিসেন্ট বা আপত্তিসহ জুলাই সনদে সবাই স্বাক্ষর করলো। কিন্তু দেখা গেলো, ঐকমত্য কমিশন সনদ বাস্তবায়নের যে সুপারিশ করেছে, সেখানে এই নোট অব ডিসেন্টের বিষয়গুলো বাদ দেওয়া হয়েছে। নোট অব ডিসেন্ট বা আপত্তিসমূহ বাদ দিয়ে জুলাই সনদ বাস্তবায়নের সুপারিশের বিষয়ে এবি পার্টির চেয়ারম্যান মজিবুর রহমান ভূঁইয়া মঞ্জু শনিবার রাজধানীতে একটি অনুষ্ঠানে অবশ্য এর একটি ব্যাখ্যা দিয়েছেন। তার যুক্তি হলো, ১৭ অক্টোবর রাজনৈতিক দলগুলো নোট অব ডিসেন্টসহ জুলাই সনদে স্বাক্ষর করেছে এবং জাতীয় ঐকমত্য কমিশন এই নোট অব ডিসেন্টসহই তাদের কার্যবিবরণী প্রস্তুত করেছে। কিন্তু কমিশন যখন সরকারকে তাদের সিদ্ধান্ত জানিয়েছে, সেখানে নোট অব ডিসেন্ট বাদ দিয়েছে। এটা তাদের এখতিয়ার। উদাহরণটা এরকম যে, কোনো একটি অফিসে একজন কর্মীর বিরুদ্ধে আনীত অভিযোগের বিষয়ে সিদ্ধান্ত নেয়ার সময় বোর্ডের ৭ সদস্যের মধ্যে ৫ জন ওই কর্মীকে চাকরিচ্যুত করা এবং দুজন তাকে বহাল রাখার পক্ষে মত দিয়েছেন। এক্ষেত্রে সংখ্যাগরিষ্ঠের মতামতের ভিত্তিতে তাকে চাকরিচ্যুত করা হলো। কিন্তু কার্যবিবরণীতে এটাও উল্লেখ থাকলো যে, বোর্ডের দুজন সদস্য তাকে বহাল রাখার পক্ষে মত দিয়েছেন। মঞ্জু মনে করেন, জুলাই সনদের কার্যবিবরণীতে নোট অব ডিসেন্টের বিষয়ে উল্লেখ করলেও তারা যখন এটি বাস্তবায়নের জন্য সরকারকে তাদের অবস্থান বা সিদ্ধান্ত জানালো, সেখানে তারা নোট অব ডিসেন্ট উল্লেখ করার প্রয়োজন মনে করেনি। কেননা নোট অব ডিসেন্ট দেওয়ার চেয়ে না দেওয়া দলের সংখ্যা বেশি। অর্থাৎ সংখ্যাগরিষ্ঠ মতামতের প্রতি শ্রদ্ধা রেখে কমিশন এই সুপারিশ বা [833, 1247, 1154, 1899]
zodiac-sign: তুলা (২৪ সেপ্টেম্বর-২৩ অক্টোবর): [30, 1501, 160, 1512]
history-item: ১৯৫৬ - সোভিয়েত ইউনিয়নের বিরুদ্ধে আন্দোলন দমন করার জন্য সোভিয়েত সেনাবাহিনী হাঙ্গেরিতে প্রবেশ করে। [30, 890, 445, 901]
editorial-tail: কমে যাওয়া উদ্বেগজনক। কেন্দ্রীয় ব্যাংক, বাণিজ্যিক ব্যাংক ও উন্নয়ন সহযোগীদের একযোগে এই ঘাটতি পূরণে কার্যকর পদক্ষেপ নিতে হবে। সরকার ‘সবুজ প্রবৃদ্ধি’কে জাতীয় উন্নয়ন কৌশলের অংশ হিসেবে বিবেচনা করছে। তাই এখনই প্রয়োজন টেকসই অর্থায়নকে অগ্রাধিকার দিয়ে ব্যাংকগুলোকে প্রণোদনা ও নীতিগত সহায়তা দেওয়া। জলবায়ু পরিবর্তনের ক্ষতি পুষিয়ে নিতে আর্থিক খাতের সক্রিয় অংশগ্রহণ ছাড়া উন্নয়নের ভারসাম্য সম্ভব নয়। অর্থায়নের এই সাময়িক ভাটা যেন দীর্ঘমেয়াদি সংকটে পরিণত না হয়-সেই নিশ্চয়তা এখনই দিতে হবে। [30, 678, 474, 744]
editorial-section-logo [30, 138, 474, 220]
article1-headline[interactable]: ক্ষুদ্র ঋণ খাতে এমএফএস নির্ভরতা ডিজিটাল রূপান্তর ত্বরান্বিত করছে [558, 140, 1455, 262]
heading-rule [206, 1316, 474, 1318]
horoscope-text: ব্যবসায়ে নতুন বিনিয়োগ আশার সঞ্চার করবে। কোনো জটিল সমস্যার সমাধানে প্রিয়জনকে পাশে পাবেন। প্রতিবেশীর সঙ্গে বিরোধের নি?ত্তি হতে পারে। অতিথি আপ্যায়নে ব্যয় বৃদ্ধি পেতে পারে। [30, 1413, 475, 1436]
article1-columns [492, 732, 1521, 1126]
horoscope-text: কর্মস্থলে অধস্তনদের কেউ কেউ ঝামেলা পাকাতে পারে। শিল্পকলা কিংবা সমাজকল্যাণমূলক কর্মকা-ের জন্য প্রশংসিত হবেন। জমিজমাসংক্রান্ত বিরোধের নিস্পত্তি হতে পারে। প্রেমের ক্ষেত্রে ইতিবাচক সাড়া পাবেন। [30, 1614, 475, 1650]
article-paragraph: করছে। হাতে-কলমে কাজের প্রয়োজন কমিয়েছে এবং ত্রুটির আশঙ্কা কমিয়েছে। ফলে ঋণ অনুমোদন ও বিতরণের সময়সীমা কমছে এবং ঋণগ্রহীতাদের জন্য সেবা গ্রহণের অভিজ্ঞতা উন্নত হয়েছে। এছাড়া ডিজিটাল পেমেন্ট লেনদেনের স্বচ্ছতা বাড়িয়েছে। নগদভিত্তিক লেনদেনের অন্যতম চ্যালেঞ্জ হলো অর্থের গতিপথ জানা ও নিরীক্ষা করা। অন্যদিকে ডিজিটাল লেনদেনে রেকর্ড থাকে, যা সহজে আর্থিক কার্যক্রম পর্যবেক্ষণ ও অডিট করতে সহায়তা করে। ফলে প্রতারণা ও দুর্নীতি কমে, যা নগদভিত্তিক ক্ষুদ্র ঋণ কার্যক্রমে একটি বড় উদ্বেগের বিষয়। মোটা দাগে বলা যায়, ক্ষুদ্র ঋণ খাতে ডিজিটাল পেমেন্ট অর্থনীতির আনুষ্ঠানিকীকরণে অবদান রাখছে। সরকারের অন্যতম লক্ষ্য ‘ক্যাশলেস ইকোনমি’ গঠনে সহায়তা করছে। ডিজিটাল পেমেন্ট সুবিধাবঞ্চিত জনগোষ্ঠীর কাছে আরো কার্যকরভাবে পৌঁছাতে, লেনদেন ব্যয় কমাতে এবং বিশেষ করে নারীদের মধ্যে আর্থিক স্বনির্ভরতা বাড়াতে সহায়তা করছে। এগুলো সবই বর্তমান বাংলাদেশে অর্থনৈতিক উন্নয়নের গুরুত্বপূর্ণ এজেন্ডা। [1191, 907, 1521, 1090]
history-intro [30, 789, 474, 827]
history-item: ১৯৭৬ - রাজনৈতিক দল হিসাবে আওয়ামী লীগের অনুমোদনলাভ। [30, 1079, 271, 1090]
history-list [30, 789, 474, 1293]
history-item: ১৯৭৫ - ঢাকা কেন্দ্রীয় কারাগারে নৃশংসভাবে নিহত ৪ নেতা হত্যা তদন্তের জন্য বিচারপতি আহসানউদ্দীন চৌধুরীর নেতৃত্বে ৩ সদস্যবিশিষ্ট তদন্ত কমিশন গঠিত। তদন্ত কমিশন নিরূপণ করবে–-কি পরিস্থিতিতে দুষ্কৃতকারীরা দেশত্যাগের সুযোগ পায়। বিগ্রেডিয়ার খালেদ মোশারফকে সামরিক বাহিনীর প্রধান হিসেবে নিয়োগ এবং মেজর জেনারেল জিয়াউর রহমানের পদত্যাগ। ঢাকায় শেখ মুজিবর রহমানের স্মৃতির প্রতি শ্রদ্ধা নিবেদনস্বরূপ মিছিল। ৪ জন প্রতিমন্ত্রীর পদত্যাগ। তাহেরউদ্দীন ঠাকুর ও জনাব শাহ মোয়াজ্জেম হোসেন গ্রেফতার। [30, 1016, 474, 1078]
right-area [492, 138, 1521, 1917]
history-item: ১৯৭৯ - কমোডোর মাহবুব আলী খান নৌবাহিনী প্রধান নিযুক্ত। [30, 1117, 258, 1128]
article-paragraph: ক্ষুদ্র ঋণ খাতে সদস্যদের বড় অংকের সঞ্চয়ও গড়ে উঠেছে। এ খাত উদ্যোক্তা সৃষ্টি, কর্মসংস্থান বৃদ্ধি এবং সামাজিক উন্নয়ন উৎসাহিত করছে। মাইক্রোক্রেডিট রেগুলেটরি অথরিটির (এমআরএ) তথ্য অনুযায়ী ২০২৩-২৪ অর্থবছরে ৩ লাখ কোটি টাকার বেশি মাইক্রোক্রেডিট ও মাইক্রোএন্টারপ্রাইজ ঋণ বিতরণ করা হয়েছে। বর্তমানে এনজিও-এমএফআই খাতে সদস্য সংখ্যা ৬ কোটির বেশি এবং ঋণগ্রহীতার সংখ্যা প্রায় ৫ কোটি। প্রায় ৯০ শতাংশ গ্রাহক নারী। এসব প্রতিষ্ঠানে সদস্যদের সঞ্চয় রয়েছে ৭০ হাজার কোটি টাকার মতো। বিপুল জনগোষ্ঠীর সম্পৃক্ততা থাকায় ক্ষুদ্র অর্থায়ন খাত আর্থিক অন্তর্ভুক্তির ক্ষেত্রে একটি বড় অর্জন। শুরুর দিকে মাইক্রোফাইন্যান্স প্রতিষ্ঠানগুলো হাতে-কলমে পরিচালিত প্রক্রিয়ার ওপর নির্ভর করত। বর্তমানে তারা নিজেদের অনেক কাজ ডিজিটালাইজেশনের আওতায় এনেছে। অনেক প্রতিষ্ঠান ঋণ ব্যবস্থাপনা সিস্টেম ব্যবহার করছে, যা অন্যান্য অ্যাপ্লিকেশন যেমন ফাইন্যান্সিয়াল ইনফরমেশন সিস্টেম, ম্যানেজমেন্ট ইনফরমেশন সিস্টেম এবং হিউম্যান রিসোর্স ইনফরমেশন সিস্টেমের সঙ্গে সমন্বিত। এতে অভ্যন্তরীণ প্রক্রিয়াগুলো দ্রুত, নির্ভরযোগ্য ও স্বচ্ছ হয়ে উঠছে। ডিজিটাল ব্যবস্থাপনা তাদের পরিচালন ব্যয় কমাতে সহায়তা করছে। ক্ষুদ্র ঋণ খাতে দক্ষতা ও গতিশীলতা বাড়িয়েছে এমএফএসের ব্যবহার: মাইক্রোফাইন্যান্স প্রতিষ্ঠান সাধারণত ঐতিহ্যগতভাবে মাঠকর্মীদের নেটওয়ার্কের মাধ্যমে পরিচালিত হয়। সরাসরি নগদ টাকায় ঋণ [492, 310, 1034, 553]
zodiac-sign: কুম্ভ (২১ জানুয়ারি-১৮ ফেব্রুয়ারি): [30, 1614, 175, 1625]
